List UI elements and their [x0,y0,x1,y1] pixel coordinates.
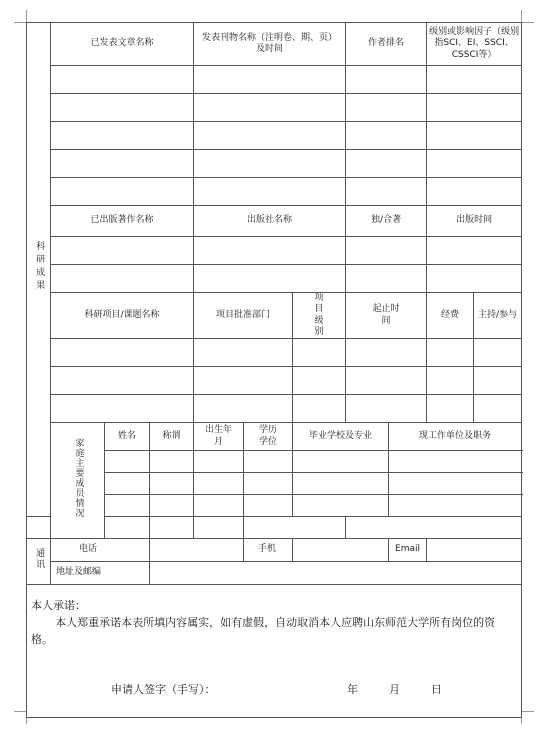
family-cell-birth[interactable] [194,451,244,473]
family-header-name: 姓名 [105,423,150,451]
works-cell-publisher[interactable] [194,237,346,265]
projects-cell-role[interactable] [474,339,522,367]
family-cell-employer[interactable] [389,451,522,473]
family-cell-employer[interactable] [389,473,522,495]
works-cell-authorship[interactable] [346,237,427,265]
family-cell-name[interactable] [27,517,51,539]
contact-address-row [27,562,522,585]
projects-cell-funding[interactable] [427,395,474,423]
papers-cell-title[interactable] [51,150,194,178]
family-cell-school[interactable] [293,451,389,473]
section-research-label: 科研成果 [27,23,51,517]
family-cell-birth[interactable] [150,517,194,539]
projects-header-period: 起止时间 [346,293,427,339]
papers-cell-title[interactable] [51,178,194,206]
signature-label: 申请人签字（手写）： [111,683,216,696]
papers-cell-journal[interactable] [194,150,346,178]
projects-cell-funding[interactable] [427,367,474,395]
contact-mobile-label: 手机 [244,539,293,562]
works-row [27,265,522,293]
projects-cell-level[interactable] [293,367,346,395]
works-row [27,237,522,265]
contact-mobile-input[interactable] [293,539,389,562]
family-header-relation: 称谓 [150,423,194,451]
contact-email-input[interactable] [427,539,522,562]
family-cell-name[interactable] [105,473,150,495]
family-cell-relation[interactable] [150,473,194,495]
projects-cell-title[interactable] [51,367,194,395]
papers-header-journal: 发表刊物名称（注明卷、期、页）及时间 [194,23,346,66]
papers-header-level: 级别或影响因子（级别指SCI、EI、SSCI、CSSCI等） [427,23,522,66]
papers-cell-level[interactable] [427,66,522,94]
works-header-date: 出版时间 [427,206,522,237]
contact-phone-row [27,539,522,562]
papers-header-row [27,23,522,66]
works-header-title: 已出版著作名称 [51,206,194,237]
family-cell-name[interactable] [105,495,150,517]
papers-cell-level[interactable] [427,122,522,150]
crop-mark-bottom-right [521,711,534,724]
papers-cell-journal[interactable] [194,178,346,206]
pledge-title: 本人承诺： [31,599,86,612]
papers-cell-title[interactable] [51,66,194,94]
family-cell-school[interactable] [293,495,389,517]
works-cell-date[interactable] [427,237,522,265]
papers-row [27,178,522,206]
works-cell-authorship[interactable] [346,265,427,293]
works-header-row [27,206,522,237]
family-cell-degree[interactable] [244,473,293,495]
projects-header-dept: 项目批准部门 [194,293,293,339]
projects-cell-title[interactable] [51,339,194,367]
projects-cell-dept[interactable] [194,395,293,423]
section-contact-label: 通讯 [27,539,51,585]
works-header-authorship: 独/合著 [346,206,427,237]
projects-row [27,367,522,395]
papers-cell-rank[interactable] [346,150,427,178]
family-header-degree: 学历学位 [244,423,293,451]
projects-row [27,339,522,367]
projects-cell-period[interactable] [346,339,427,367]
projects-cell-period[interactable] [346,367,427,395]
family-cell-name[interactable] [105,451,150,473]
projects-cell-role[interactable] [474,395,522,423]
works-cell-publisher[interactable] [194,265,346,293]
date-month-label: 月 [389,683,400,696]
family-cell-school[interactable] [293,473,389,495]
projects-row [27,395,522,423]
family-cell-degree[interactable] [244,495,293,517]
works-header-publisher: 出版社名称 [194,206,346,237]
papers-cell-level[interactable] [427,178,522,206]
papers-cell-level[interactable] [427,150,522,178]
projects-header-title: 科研项目/课题名称 [51,293,194,339]
contact-address-label: 地址及邮编 [51,562,150,585]
projects-cell-role[interactable] [474,367,522,395]
family-cell-relation[interactable] [150,495,194,517]
projects-cell-dept[interactable] [194,339,293,367]
papers-cell-rank[interactable] [346,66,427,94]
papers-cell-level[interactable] [427,94,522,122]
projects-header-role: 主持/参与 [474,293,522,339]
crop-mark-top-right [521,10,534,23]
papers-header-rank: 作者排名 [346,23,427,66]
pledge-body: 本人郑重承诺本表所填内容属实，如有虚假，自动取消本人应聘山东师范大学所有岗位的资格。 [31,616,496,647]
papers-cell-title[interactable] [51,122,194,150]
papers-row [27,122,522,150]
contact-phone-input[interactable] [150,539,244,562]
family-header-school: 毕业学校及专业 [293,423,389,451]
papers-cell-title[interactable] [51,94,194,122]
projects-cell-period[interactable] [346,395,427,423]
contact-address-input[interactable] [150,562,522,585]
papers-row [27,66,522,94]
family-cell-birth[interactable] [194,473,244,495]
papers-cell-rank[interactable] [346,94,427,122]
family-cell-relation[interactable] [105,517,150,539]
pledge-section [27,585,522,718]
projects-header-funding: 经费 [427,293,474,339]
contact-email-label: Email [389,539,427,562]
works-cell-date[interactable] [427,265,522,293]
papers-cell-rank[interactable] [346,178,427,206]
date-day-label: 日 [431,683,442,696]
papers-cell-journal[interactable] [194,94,346,122]
papers-cell-journal[interactable] [194,122,346,150]
projects-cell-funding[interactable] [427,339,474,367]
family-header-birth: 出生年月 [194,423,244,451]
family-header-employer: 现工作单位及职务 [389,423,522,451]
family-header-row [27,423,522,451]
section-family-label: 家庭主要成员情况 [51,423,105,539]
projects-cell-level[interactable] [293,395,346,423]
works-cell-title[interactable] [51,237,194,265]
family-cell-degree[interactable] [194,517,244,539]
family-cell-birth[interactable] [194,495,244,517]
application-form-table [26,22,522,718]
papers-header-title: 已发表文章名称 [51,23,194,66]
family-cell-degree[interactable] [244,451,293,473]
family-cell-employer[interactable] [346,517,522,539]
family-cell-school[interactable] [244,517,346,539]
signature-date [347,681,442,698]
papers-cell-rank[interactable] [346,122,427,150]
projects-header-level: 项目级别 [293,293,346,339]
family-cell-employer[interactable] [389,495,522,517]
projects-cell-title[interactable] [51,395,194,423]
projects-header-row [27,293,522,339]
pledge-row [27,585,522,718]
contact-phone-label: 电话 [51,539,150,562]
works-cell-title[interactable] [51,265,194,293]
papers-row [27,94,522,122]
projects-cell-level[interactable] [293,339,346,367]
projects-cell-dept[interactable] [194,367,293,395]
papers-row [27,150,522,178]
family-cell-relation[interactable] [150,451,194,473]
papers-cell-journal[interactable] [194,66,346,94]
date-year-label: 年 [347,683,358,696]
